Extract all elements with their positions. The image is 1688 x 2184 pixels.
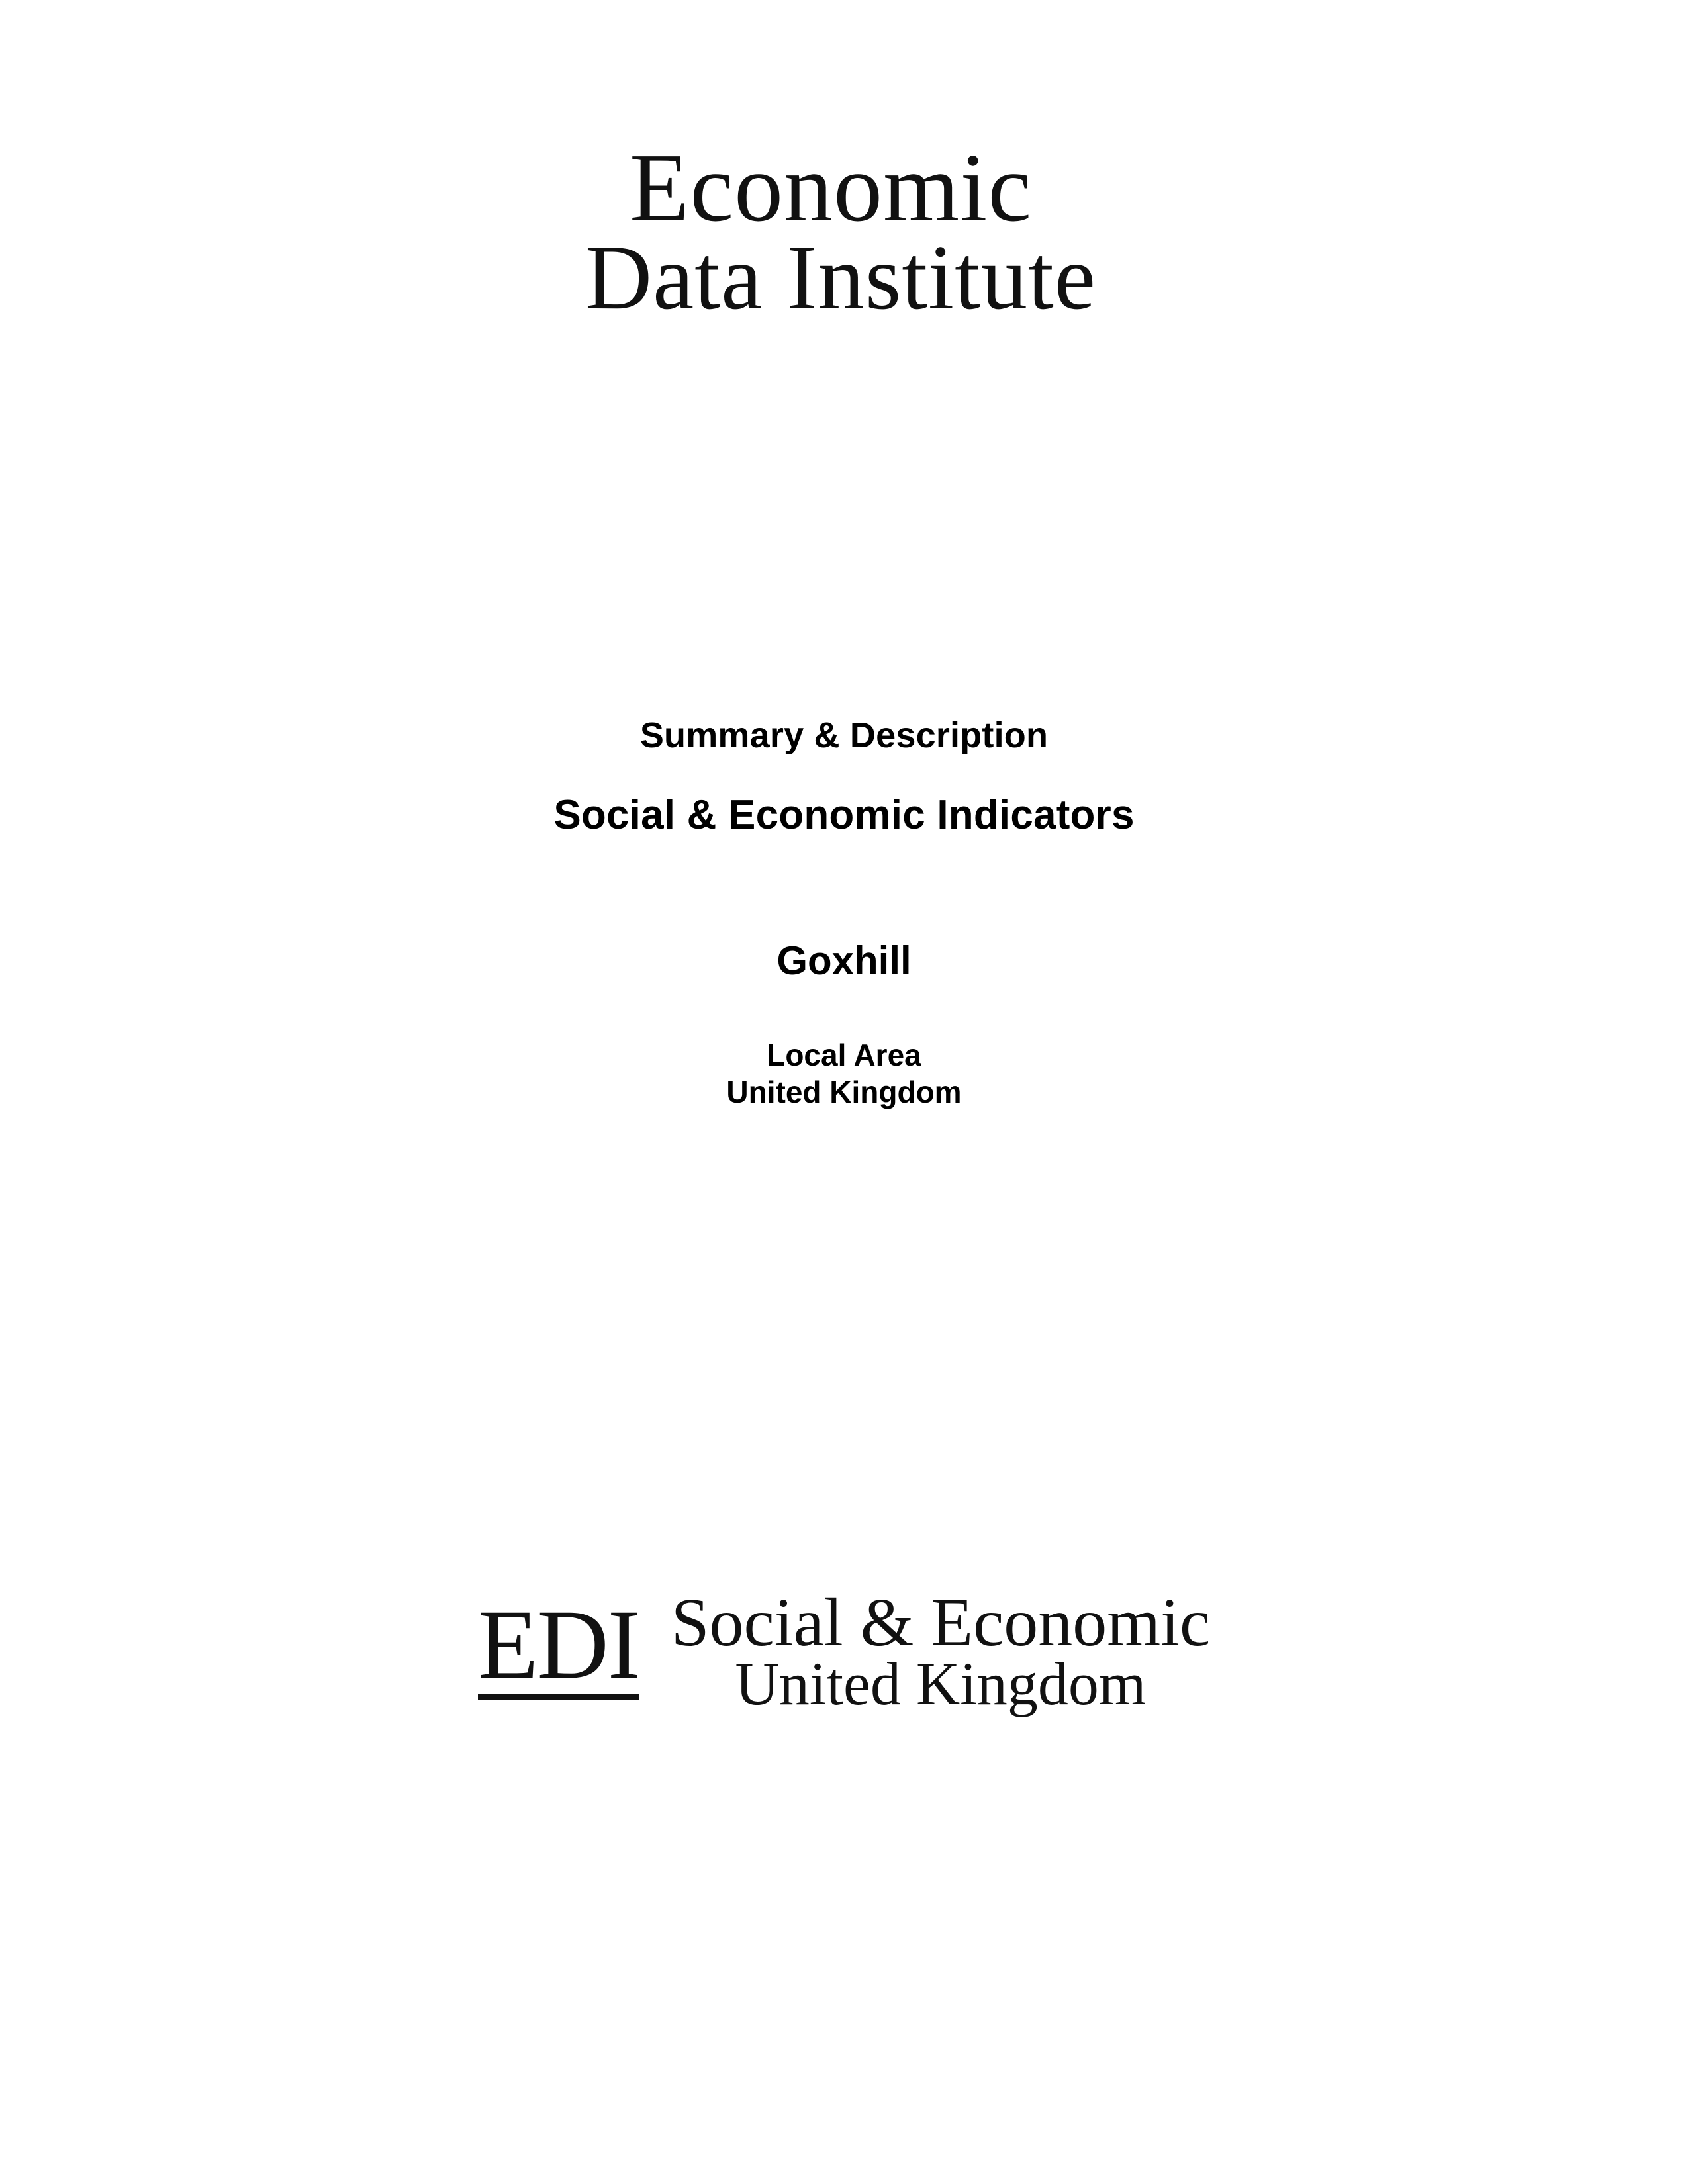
footer-logo-wordmark (671, 1584, 1211, 1717)
masthead-line-2: Data Institute (585, 226, 1097, 329)
masthead-logo (0, 134, 1688, 329)
footer-logo-line-2: United Kingdom (735, 1650, 1147, 1717)
footer-logo-line-1: Social & Economic (671, 1584, 1211, 1661)
cover-area-type: Local Area (767, 1038, 921, 1072)
cover-subtitle: Summary & Description (639, 715, 1049, 755)
cover-country: United Kingdom (726, 1075, 962, 1110)
footer-logo-acronym: EDI (477, 1590, 639, 1700)
masthead-line-1: Economic (629, 134, 1033, 242)
footer-brand-logo (0, 1584, 1688, 1717)
cover-title-block (0, 715, 1688, 1111)
cover-series-title: Social & Economic Indicators (553, 792, 1135, 838)
cover-area-name: Goxhill (776, 938, 912, 983)
